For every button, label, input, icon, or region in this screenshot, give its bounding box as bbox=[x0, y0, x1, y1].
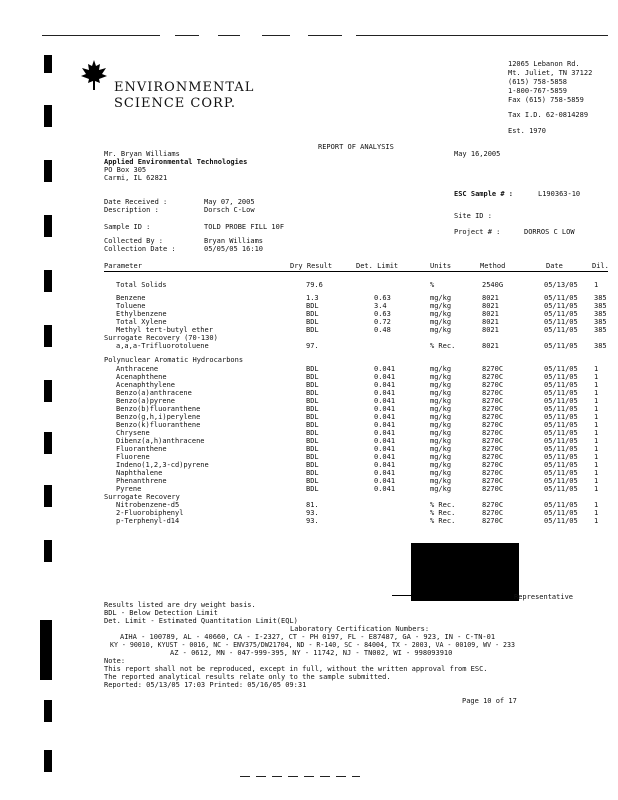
cell-date: 05/11/05 bbox=[544, 405, 578, 413]
cell-method: 8270C bbox=[482, 437, 504, 445]
cell-units: % Rec. bbox=[430, 342, 456, 350]
cell-units: mg/kg bbox=[430, 437, 452, 445]
cell-method: 8270C bbox=[482, 405, 504, 413]
site-id-label: Site ID : bbox=[454, 212, 492, 220]
cell-limit: 0.041 bbox=[374, 429, 396, 437]
cell-units: % Rec. bbox=[430, 517, 456, 525]
cell-dil: 1 bbox=[594, 509, 599, 517]
cell-dil: 1 bbox=[594, 437, 599, 445]
cell-method: 8270C bbox=[482, 453, 504, 461]
cell-param: Benzene bbox=[116, 294, 146, 302]
cell-units: mg/kg bbox=[430, 389, 452, 397]
company-name-line2: SCIENCE CORP. bbox=[114, 96, 237, 111]
cell-result: BDL bbox=[306, 310, 319, 318]
cell-limit: 0.041 bbox=[374, 437, 396, 445]
cell-date: 05/11/05 bbox=[544, 342, 578, 350]
cell-limit: 0.63 bbox=[374, 310, 391, 318]
cell-units: mg/kg bbox=[430, 461, 452, 469]
cell-dil: 385 bbox=[594, 342, 607, 350]
cell-method: 8021 bbox=[482, 302, 499, 310]
cell-param: Total Solids bbox=[116, 281, 167, 289]
cell-param: a,a,a-Trifluorotoluene bbox=[116, 342, 209, 350]
cell-date: 05/11/05 bbox=[544, 509, 578, 517]
esc-sample-label: ESC Sample # : bbox=[454, 190, 514, 198]
cell-date: 05/11/05 bbox=[544, 397, 578, 405]
header-underline bbox=[104, 271, 608, 272]
cell-limit: 0.041 bbox=[374, 389, 396, 397]
table-row bbox=[0, 356, 618, 365]
report-date: May 16,2005 bbox=[454, 150, 501, 158]
cell-method: 8021 bbox=[482, 310, 499, 318]
cell-date: 05/11/05 bbox=[544, 413, 578, 421]
cell-limit: 0.63 bbox=[374, 294, 391, 302]
cell-result: 93. bbox=[306, 509, 319, 517]
cell-param: Ethylbenzene bbox=[116, 310, 167, 318]
cell-units: mg/kg bbox=[430, 373, 452, 381]
cell-dil: 1 bbox=[594, 453, 599, 461]
cell-dil: 385 bbox=[594, 318, 607, 326]
cell-param: Pyrene bbox=[116, 485, 142, 493]
cell-result: BDL bbox=[306, 477, 319, 485]
cell-units: % Rec. bbox=[430, 501, 456, 509]
cell-date: 05/11/05 bbox=[544, 453, 578, 461]
header-dil: Dil. bbox=[592, 262, 609, 270]
cell-result: BDL bbox=[306, 397, 319, 405]
cell-limit: 0.041 bbox=[374, 485, 396, 493]
cell-date: 05/13/05 bbox=[544, 281, 578, 289]
cell-dil: 1 bbox=[594, 381, 599, 389]
footer-line: Det. Limit - Estimated Quantitation Limit(EQL) bbox=[104, 617, 298, 625]
client-line: PO Box 305 bbox=[104, 166, 147, 174]
cell-units: mg/kg bbox=[430, 405, 452, 413]
cell-limit: 0.041 bbox=[374, 453, 396, 461]
cell-dil: 385 bbox=[594, 302, 607, 310]
project-label: Project # : bbox=[454, 228, 501, 236]
cell-result: BDL bbox=[306, 469, 319, 477]
cell-units: mg/kg bbox=[430, 310, 452, 318]
cell-result: BDL bbox=[306, 437, 319, 445]
binding-mark bbox=[44, 160, 52, 182]
binding-mark bbox=[40, 620, 52, 680]
cell-param: Surrogate Recovery bbox=[104, 493, 180, 501]
cell-units: mg/kg bbox=[430, 469, 452, 477]
project-value: DORROS C LOW bbox=[524, 228, 575, 236]
cell-dil: 1 bbox=[594, 365, 599, 373]
binding-mark bbox=[44, 215, 52, 237]
footer-line: AZ - 0612, MN - 047-999-395, NY - 11742, NJ - TN002, WI - 998093910 bbox=[170, 649, 453, 657]
established: Est. 1970 bbox=[508, 127, 546, 135]
cell-method: 8270C bbox=[482, 469, 504, 477]
binding-mark bbox=[44, 750, 52, 772]
cell-method: 8270C bbox=[482, 461, 504, 469]
cell-method: 8270C bbox=[482, 517, 504, 525]
cell-result: BDL bbox=[306, 461, 319, 469]
cell-method: 8270C bbox=[482, 501, 504, 509]
cell-result: BDL bbox=[306, 318, 319, 326]
cell-result: BDL bbox=[306, 413, 319, 421]
cell-dil: 1 bbox=[594, 405, 599, 413]
cell-dil: 1 bbox=[594, 445, 599, 453]
cell-units: % bbox=[430, 281, 435, 289]
cell-result: BDL bbox=[306, 429, 319, 437]
cell-param: Anthracene bbox=[116, 365, 159, 373]
cell-param: Polynuclear Aromatic Hydrocarbons bbox=[104, 356, 244, 364]
cell-date: 05/11/05 bbox=[544, 477, 578, 485]
binding-mark bbox=[44, 105, 52, 127]
cell-method: 8270C bbox=[482, 421, 504, 429]
cell-units: mg/kg bbox=[430, 453, 452, 461]
table-row bbox=[0, 517, 618, 526]
cell-units: mg/kg bbox=[430, 318, 452, 326]
cell-date: 05/11/05 bbox=[544, 517, 578, 525]
description-label: Description : bbox=[104, 206, 159, 214]
cell-date: 05/11/05 bbox=[544, 501, 578, 509]
client-line: Mr. Bryan Williams bbox=[104, 150, 180, 158]
top-rule bbox=[175, 35, 199, 36]
cell-result: BDL bbox=[306, 326, 319, 334]
binding-mark bbox=[44, 55, 52, 73]
cell-result: BDL bbox=[306, 445, 319, 453]
cell-dil: 385 bbox=[594, 294, 607, 302]
top-rule bbox=[356, 35, 608, 36]
footer-line: Note: bbox=[104, 657, 126, 665]
cell-dil: 1 bbox=[594, 281, 599, 289]
cell-units: mg/kg bbox=[430, 365, 452, 373]
cell-result: BDL bbox=[306, 421, 319, 429]
cell-param: Surrogate Recovery (70-130) bbox=[104, 334, 218, 342]
cell-units: % Rec. bbox=[430, 509, 456, 517]
cell-result: 1.3 bbox=[306, 294, 319, 302]
cell-date: 05/11/05 bbox=[544, 461, 578, 469]
cell-method: 8270C bbox=[482, 477, 504, 485]
cell-date: 05/11/05 bbox=[544, 437, 578, 445]
cell-limit: 0.041 bbox=[374, 365, 396, 373]
redacted-block bbox=[411, 543, 519, 601]
cell-dil: 1 bbox=[594, 469, 599, 477]
cell-method: 8270C bbox=[482, 429, 504, 437]
cell-limit: 0.041 bbox=[374, 445, 396, 453]
cell-method: 8270C bbox=[482, 485, 504, 493]
cell-limit: 0.48 bbox=[374, 326, 391, 334]
esc-sample-value: L190363-10 bbox=[538, 190, 581, 198]
cell-method: 8021 bbox=[482, 294, 499, 302]
cell-units: mg/kg bbox=[430, 429, 452, 437]
cell-param: p-Terphenyl-d14 bbox=[116, 517, 180, 525]
cell-param: Methyl tert-butyl ether bbox=[116, 326, 213, 334]
cell-param: Total Xylene bbox=[116, 318, 167, 326]
company-name-line1: ENVIRONMENTAL bbox=[114, 80, 255, 95]
cell-method: 8021 bbox=[482, 326, 499, 334]
cell-result: BDL bbox=[306, 365, 319, 373]
cell-limit: 0.041 bbox=[374, 397, 396, 405]
cell-units: mg/kg bbox=[430, 413, 452, 421]
cell-units: mg/kg bbox=[430, 397, 452, 405]
cell-date: 05/11/05 bbox=[544, 326, 578, 334]
cell-limit: 0.041 bbox=[374, 469, 396, 477]
cell-date: 05/11/05 bbox=[544, 485, 578, 493]
cell-date: 05/11/05 bbox=[544, 445, 578, 453]
signature-caption: Representative bbox=[514, 593, 574, 601]
cell-dil: 1 bbox=[594, 413, 599, 421]
maple-leaf-icon bbox=[80, 60, 108, 94]
cell-method: 8270C bbox=[482, 381, 504, 389]
header-date: Date bbox=[546, 262, 563, 270]
cell-limit: 0.041 bbox=[374, 405, 396, 413]
cell-param: Acenaphthene bbox=[116, 373, 167, 381]
cell-param: Toluene bbox=[116, 302, 146, 310]
cell-dil: 1 bbox=[594, 429, 599, 437]
client-line: Applied Environmental Technologies bbox=[104, 158, 248, 166]
cell-method: 8270C bbox=[482, 373, 504, 381]
cell-param: Dibenz(a,h)anthracene bbox=[116, 437, 205, 445]
page-number: Page 10 of 17 bbox=[462, 697, 517, 705]
cell-date: 05/11/05 bbox=[544, 469, 578, 477]
cell-result: BDL bbox=[306, 373, 319, 381]
cell-method: 8270C bbox=[482, 389, 504, 397]
cell-dil: 1 bbox=[594, 373, 599, 381]
cell-units: mg/kg bbox=[430, 302, 452, 310]
signature-line bbox=[392, 595, 512, 596]
cell-units: mg/kg bbox=[430, 326, 452, 334]
address-line: Mt. Juliet, TN 37122 bbox=[508, 69, 593, 77]
cell-param: Benzo(k)fluoranthene bbox=[116, 421, 201, 429]
address-line: (615) 758-5858 bbox=[508, 78, 568, 86]
cell-result: BDL bbox=[306, 302, 319, 310]
sample-id-value: TOLD PROBE FILL 10F bbox=[204, 223, 285, 231]
footer-line: Results listed are dry weight basis. bbox=[104, 601, 256, 609]
cell-limit: 0.041 bbox=[374, 373, 396, 381]
footer-line: Laboratory Certification Numbers: bbox=[290, 625, 430, 633]
top-rule bbox=[262, 35, 290, 36]
top-rule bbox=[308, 35, 342, 36]
cell-param: Acenaphthylene bbox=[116, 381, 176, 389]
cell-units: mg/kg bbox=[430, 421, 452, 429]
cell-dil: 1 bbox=[594, 461, 599, 469]
cell-method: 8270C bbox=[482, 413, 504, 421]
collected-by-value: Bryan Williams bbox=[204, 237, 264, 245]
cell-date: 05/11/05 bbox=[544, 429, 578, 437]
cell-limit: 0.041 bbox=[374, 477, 396, 485]
cell-result: BDL bbox=[306, 381, 319, 389]
cell-param: Fluorene bbox=[116, 453, 150, 461]
cell-param: Phenanthrene bbox=[116, 477, 167, 485]
address-line: Fax (615) 758-5859 bbox=[508, 96, 584, 104]
cell-param: 2-Fluorobiphenyl bbox=[116, 509, 184, 517]
cell-date: 05/11/05 bbox=[544, 381, 578, 389]
cell-limit: 0.041 bbox=[374, 421, 396, 429]
date-received-value: May 07, 2005 bbox=[204, 198, 255, 206]
cell-method: 8270C bbox=[482, 397, 504, 405]
cell-date: 05/11/05 bbox=[544, 294, 578, 302]
cell-result: BDL bbox=[306, 485, 319, 493]
binding-mark bbox=[44, 700, 52, 722]
cell-param: Benzo(g,h,i)perylene bbox=[116, 413, 201, 421]
cell-method: 2540G bbox=[482, 281, 504, 289]
cell-dil: 1 bbox=[594, 397, 599, 405]
header-limit: Det. Limit bbox=[356, 262, 399, 270]
collection-date-label: Collection Date : bbox=[104, 245, 176, 253]
footer-line: This report shall not be reproduced, except in full, without the written approval from ESC. bbox=[104, 665, 488, 673]
footer-line: Reported: 05/13/05 17:03 Printed: 05/16/05 09:31 bbox=[104, 681, 307, 689]
cell-method: 8270C bbox=[482, 365, 504, 373]
collection-date-value: 05/05/05 16:10 bbox=[204, 245, 264, 253]
cell-param: Benzo(b)fluoranthene bbox=[116, 405, 201, 413]
cell-param: Benzo(a)pyrene bbox=[116, 397, 176, 405]
cell-dil: 1 bbox=[594, 389, 599, 397]
cell-param: Benzo(a)anthracene bbox=[116, 389, 192, 397]
sample-id-label: Sample ID : bbox=[104, 223, 151, 231]
table-header bbox=[0, 262, 618, 271]
cell-dil: 385 bbox=[594, 310, 607, 318]
footer-line: BDL - Below Detection Limit bbox=[104, 609, 218, 617]
header-result: Dry Result bbox=[290, 262, 333, 270]
table-row bbox=[0, 281, 618, 290]
cell-param: Nitrobenzene-d5 bbox=[116, 501, 180, 509]
cell-result: BDL bbox=[306, 453, 319, 461]
header-units: Units bbox=[430, 262, 452, 270]
cell-limit: 0.041 bbox=[374, 461, 396, 469]
client-line: Carmi, IL 62821 bbox=[104, 174, 168, 182]
cell-dil: 385 bbox=[594, 326, 607, 334]
cell-units: mg/kg bbox=[430, 294, 452, 302]
cell-dil: 1 bbox=[594, 477, 599, 485]
cell-dil: 1 bbox=[594, 485, 599, 493]
footer-line: AIHA - 100789, AL - 40660, CA - I-2327, CT - PH 0197, FL - E87487, GA - 923, IN - C-TN-01 bbox=[120, 633, 496, 641]
cell-units: mg/kg bbox=[430, 381, 452, 389]
cell-result: BDL bbox=[306, 389, 319, 397]
cell-method: 8270C bbox=[482, 445, 504, 453]
header-method: Method bbox=[480, 262, 506, 270]
date-received-label: Date Received : bbox=[104, 198, 168, 206]
footer-line: KY - 90010, KYUST - 0016, NC - ENV375/DW21704, ND - R-140, SC - 84004, TX - 2003, VA - 00109, WV - 233 bbox=[110, 641, 515, 649]
cell-date: 05/11/05 bbox=[544, 302, 578, 310]
cell-units: mg/kg bbox=[430, 485, 452, 493]
collected-by-label: Collected By : bbox=[104, 237, 164, 245]
description-value: Dorsch C-Low bbox=[204, 206, 255, 214]
cell-date: 05/11/05 bbox=[544, 373, 578, 381]
cell-limit: 0.72 bbox=[374, 318, 391, 326]
binding-mark bbox=[44, 540, 52, 562]
cell-param: Indeno(1,2,3-cd)pyrene bbox=[116, 461, 209, 469]
cell-date: 05/11/05 bbox=[544, 365, 578, 373]
cell-date: 05/11/05 bbox=[544, 389, 578, 397]
cell-limit: 0.041 bbox=[374, 381, 396, 389]
cell-method: 8021 bbox=[482, 342, 499, 350]
cell-param: Naphthalene bbox=[116, 469, 163, 477]
cell-dil: 1 bbox=[594, 517, 599, 525]
cell-result: 97. bbox=[306, 342, 319, 350]
tax-id: Tax I.D. 62-0814289 bbox=[508, 111, 589, 119]
cell-method: 8270C bbox=[482, 509, 504, 517]
cell-dil: 1 bbox=[594, 501, 599, 509]
top-rule bbox=[218, 35, 240, 36]
cell-limit: 3.4 bbox=[374, 302, 387, 310]
header-parameter: Parameter bbox=[104, 262, 142, 270]
cell-date: 05/11/05 bbox=[544, 421, 578, 429]
cell-result: BDL bbox=[306, 405, 319, 413]
cell-date: 05/11/05 bbox=[544, 310, 578, 318]
cell-units: mg/kg bbox=[430, 477, 452, 485]
cell-result: 93. bbox=[306, 517, 319, 525]
cell-result: 79.6 bbox=[306, 281, 323, 289]
top-rule bbox=[42, 35, 160, 36]
cell-dil: 1 bbox=[594, 421, 599, 429]
cell-method: 8021 bbox=[482, 318, 499, 326]
cell-date: 05/11/05 bbox=[544, 318, 578, 326]
address-line: 1-800-767-5859 bbox=[508, 87, 568, 95]
cell-units: mg/kg bbox=[430, 445, 452, 453]
cell-limit: 0.041 bbox=[374, 413, 396, 421]
cell-result: 81. bbox=[306, 501, 319, 509]
footer-line: The reported analytical results relate only to the sample submitted. bbox=[104, 673, 391, 681]
address-line: 12065 Lebanon Rd. bbox=[508, 60, 580, 68]
report-title: REPORT OF ANALYSIS bbox=[318, 143, 394, 151]
bottom-rule bbox=[240, 776, 360, 777]
cell-param: Fluoranthene bbox=[116, 445, 167, 453]
cell-param: Chrysene bbox=[116, 429, 150, 437]
